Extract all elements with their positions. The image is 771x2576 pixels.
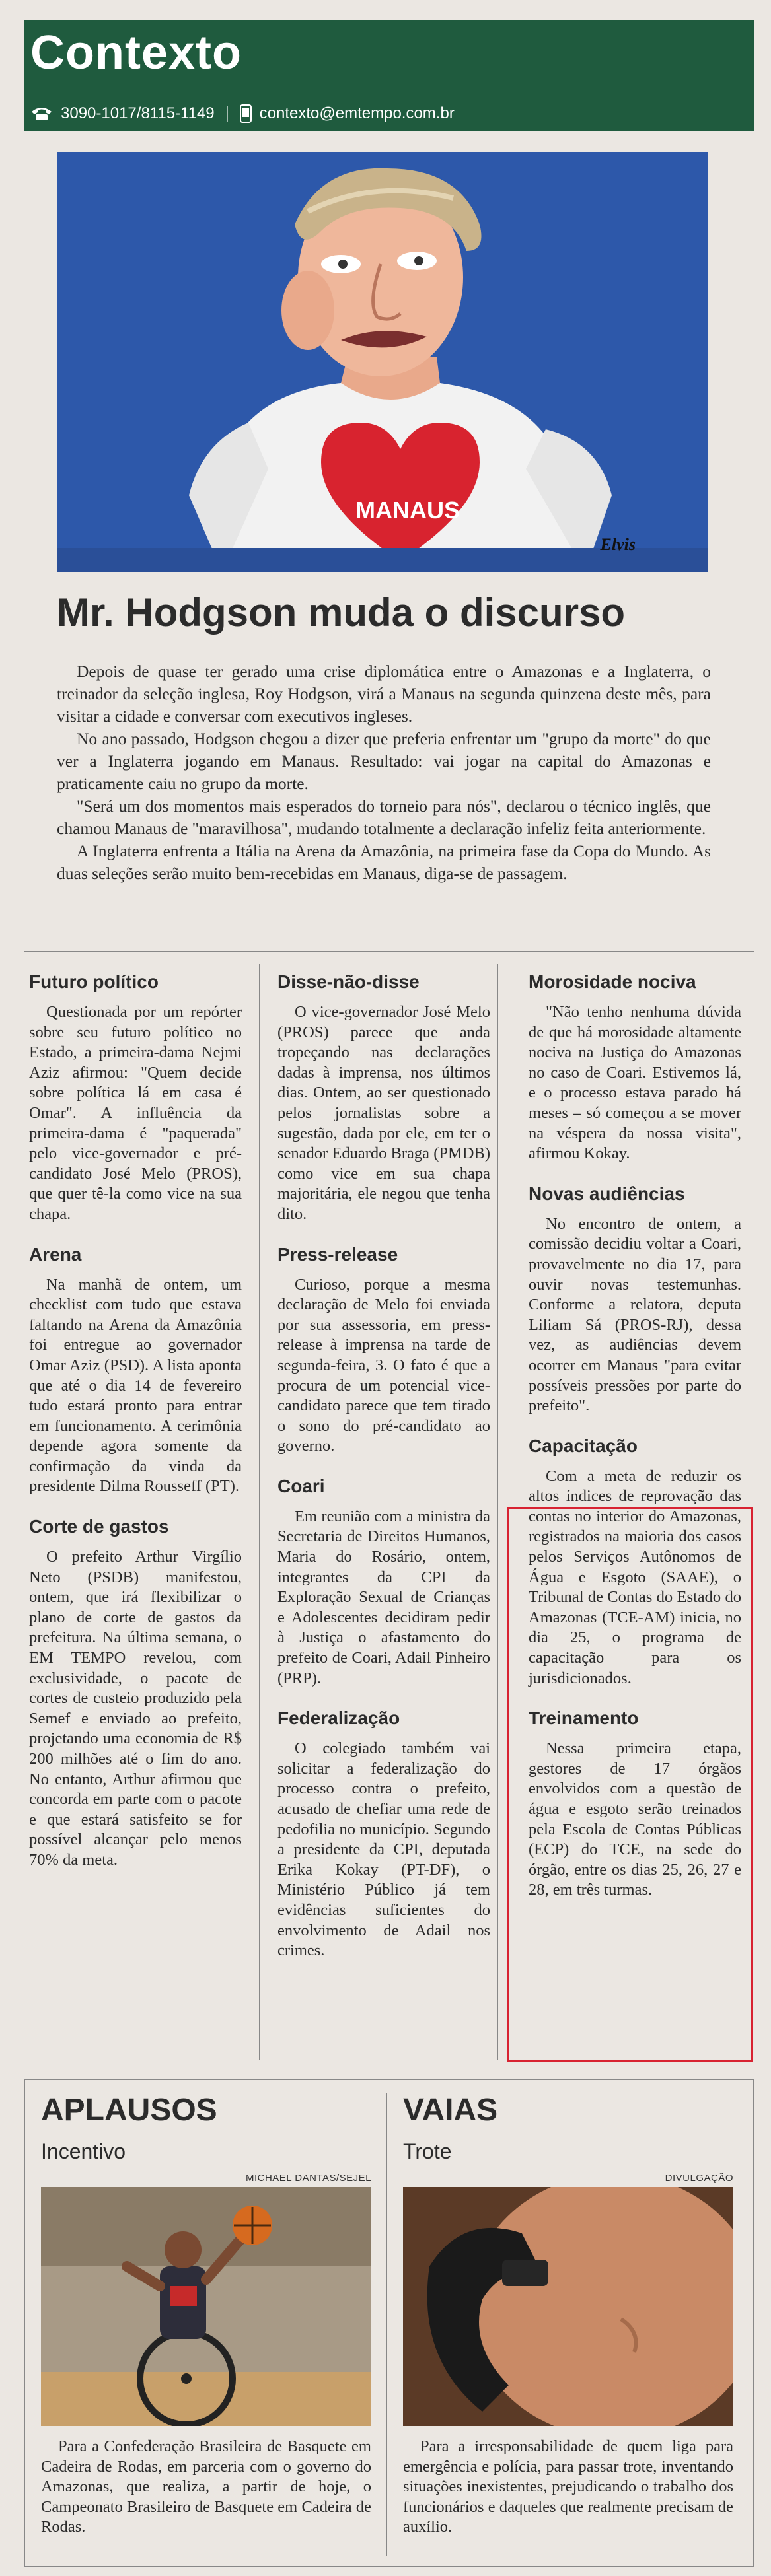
- note-heading: Arena: [29, 1243, 82, 1265]
- note-heading: Coari: [277, 1475, 325, 1496]
- email-icon: [240, 104, 252, 123]
- vaias-subtitle: Trote: [403, 2140, 452, 2163]
- artist-signature: Elvis: [600, 535, 636, 554]
- article-headline: Mr. Hodgson muda o discurso: [57, 590, 626, 635]
- note-heading: Corte de gastos: [29, 1516, 169, 1537]
- note-text: O prefeito Arthur Virgílio Neto (PSDB) manifestou, ontem, que irá flexibilizar o plano de corte de gastos da prefeitura. Na última semana, o EM TEMPO revelou, com exclusividade, o pacote de cortes de custeio produzido pela Semef e enviado ao prefeito, projetando uma economia de R$ 200 milhões até o fim do ano. No entanto, Arthur afirmou que concorda em parte com o pacote e que estará satisfeito se for possível alcançar pelo menos 70% da meta.: [29, 1548, 242, 1869]
- phone-number: 3090-1017/8115-1149: [61, 104, 215, 122]
- vaias-title: VAIAS: [403, 2093, 498, 2128]
- note-heading: Federalização: [277, 1708, 400, 1729]
- note-text: Com a meta de reduzir os altos índices de reprovação das contas no interior do Amazonas, registrados na maioria dos casos pelos Serviços Autônomos de Água e Esgoto (SAAE), o Tribunal de Contas do Estado do Amazonas (TCE-AM) inicia, no dia 25, o programa de capacitação para os jurisdicionados.: [529, 1467, 741, 1687]
- column-left: [29, 971, 242, 1889]
- note-text: Na manhã de ontem, um checklist com tudo que estava faltando na Arena da Amazônia foi entregue ao governador Omar Aziz (PSD). A lista aponta que até o dia 14 de fevereiro tudo estará pronto para entrar em funcionamento. A cerimônia depende agora somente da confirmação da vinda da presidente Dilma Rousseff (PT).: [29, 1275, 242, 1496]
- vaias-caption: Para a irresponsabilidade de quem liga para emergência e polícia, para passar trote, inventando situações inexistentes, prejudicando o trabalho dos funcionários e daqueles que realmente precisam de auxílio.: [403, 2437, 733, 2536]
- article-paragraph: "Será um dos momentos mais esperados do torneio para nós", declarou o técnico inglês, que chamou Manaus de "maravilhosa", mudando totalmente a declaração infeliz feita anteriormente.: [57, 796, 711, 838]
- aplausos-caption: Para a Confederação Brasileira de Basquete em Cadeira de Rodas, em parceria com o governo do Amazonas, que realiza, a partir de hoje, o Campeonato Brasileiro de Basquete em Cadeira de Rodas.: [41, 2437, 371, 2536]
- article-paragraph: A Inglaterra enfrenta a Itália na Arena da Amazônia, na primeira fase da Copa do Mundo. As duas seleções serão muito bem-recebidas em Manaus, diga-se de passagem.: [57, 841, 711, 883]
- note-heading: Disse-não-disse: [277, 971, 420, 992]
- basketball-photo: [41, 2187, 371, 2426]
- applause-boo-box: [24, 2079, 754, 2567]
- photo-credit: DIVULGAÇÃO: [665, 2173, 733, 2184]
- note-heading: Futuro político: [29, 971, 159, 992]
- note-text: No encontro de ontem, a comissão decidiu voltar a Coari, provavelmente no dia 17, para ouvir novas testemunhas. Conforme a relatora, deputa Liliam Sá (PROS-RJ), dessa vez, as audiências devem ocorrer em Manaus "para evitar possíveis pressões por parte do prefeito".: [529, 1214, 741, 1415]
- note-text: Questionada por um repórter sobre seu futuro político no Estado, a primeira-dama Nejmi Aziz afirmou: "Quem decide sobre política lá em casa é Omar". A influência da primeira-dama é "paquerada" pelo vice-governador e pré-candidato José Melo (PROS), que quer tê-la como vice na sua chapa.: [29, 1003, 242, 1223]
- article-paragraph: Depois de quase ter gerado uma crise diplomática entre o Amazonas e a Inglaterra, o treinador da seleção inglesa, Roy Hodgson, virá a Manaus na segunda quinzena deste mês, para visitar a cidade e conversar com executivos ingleses.: [57, 662, 711, 726]
- note-text: Em reunião com a ministra da Secretaria de Direitos Humanos, Maria do Rosário, ontem, integrantes da CPI da Exploração Sexual de Crianças e Adolescentes decidiram pedir à Justiça o afastamento do prefeito de Coari, Adail Pinheiro (PRP).: [277, 1507, 490, 1687]
- phone-icon: [30, 106, 53, 121]
- contact-bar: [30, 104, 455, 123]
- column-middle: [277, 971, 490, 1980]
- email-address[interactable]: contexto@emtempo.com.br: [259, 104, 455, 122]
- note-heading: Treinamento: [529, 1708, 639, 1729]
- note-text: "Não tenho nenhuma dúvida de que há morosidade altamente nociva na Justiça do Amazonas no caso de Coari. Estivemos lá, e o processo estava parado há meses – só começou a se mover na véspera da nossa visita", afirmou Kokay.: [529, 1003, 741, 1163]
- note-heading: Capacitação: [529, 1435, 638, 1456]
- phone-photo: [403, 2187, 733, 2426]
- highlight-frame: [507, 1507, 753, 2062]
- column-divider: [259, 964, 260, 2060]
- column-divider: [386, 2093, 387, 2556]
- caricature-illustration: [57, 152, 708, 572]
- vaias-panel: [403, 2093, 733, 2536]
- note-text: O colegiado também vai solicitar a federalização do processo contra o prefeito, acusado de chefiar uma rede de pedofilia no município. Segundo a presidente da CPI, deputada Erika Kokay (PT-DF), o Ministério Público já tem evidências suficientes do envolvimento de Adail nos crimes.: [277, 1739, 490, 1960]
- note-text: Curioso, porque a mesma declaração de Melo foi enviada por sua assessoria, em press-release à imprensa na tarde de segunda-feira, 3. O fato é que a procura de um potencial vice-candidato parece que tem tirado o sono do pré-candidato ao governo.: [277, 1275, 490, 1455]
- article-paragraph: No ano passado, Hodgson chegou a dizer que preferia enfrentar um "grupo da morte" do que ver a Inglaterra jogando em Manaus. Resultado: vai jogar na capital do Amazonas e praticamente caiu no grupo da morte.: [57, 729, 711, 793]
- note-text: Nessa primeira etapa, gestores de 17 órgãos envolvidos com a questão de água e esgoto serão treinados pela Escola de Contas Públicas (ECP) do TCE, na sede do órgão, entre os dias 25, 26, 27 e 28, em três turmas.: [529, 1739, 741, 1899]
- aplausos-title: APLAUSOS: [41, 2093, 217, 2128]
- aplausos-subtitle: Incentivo: [41, 2140, 126, 2163]
- column-divider: [497, 964, 498, 2060]
- article-body: [57, 660, 711, 885]
- note-text: O vice-governador José Melo (PROS) parece que anda tropeçando nas declarações dadas à imprensa, nos últimos dias. Ontem, ao ser questionado pelos jornalistas sobre a sugestão, dada por ele, em ter o senador Eduardo Braga (PMDB) como vice em sua chapa majoritária, ele negou que tenha dito.: [277, 1003, 490, 1223]
- note-heading: Press-release: [277, 1243, 398, 1265]
- section-title: Contexto: [30, 26, 242, 79]
- photo-credit: MICHAEL DANTAS/SEJEL: [245, 2173, 371, 2184]
- aplausos-panel: [41, 2093, 371, 2536]
- section-header: [24, 20, 754, 131]
- section-divider: [24, 951, 754, 952]
- note-heading: Novas audiências: [529, 1183, 685, 1204]
- divider: [227, 106, 228, 122]
- shirt-text: MANAUS: [355, 497, 460, 524]
- note-heading: Morosidade nociva: [529, 971, 696, 992]
